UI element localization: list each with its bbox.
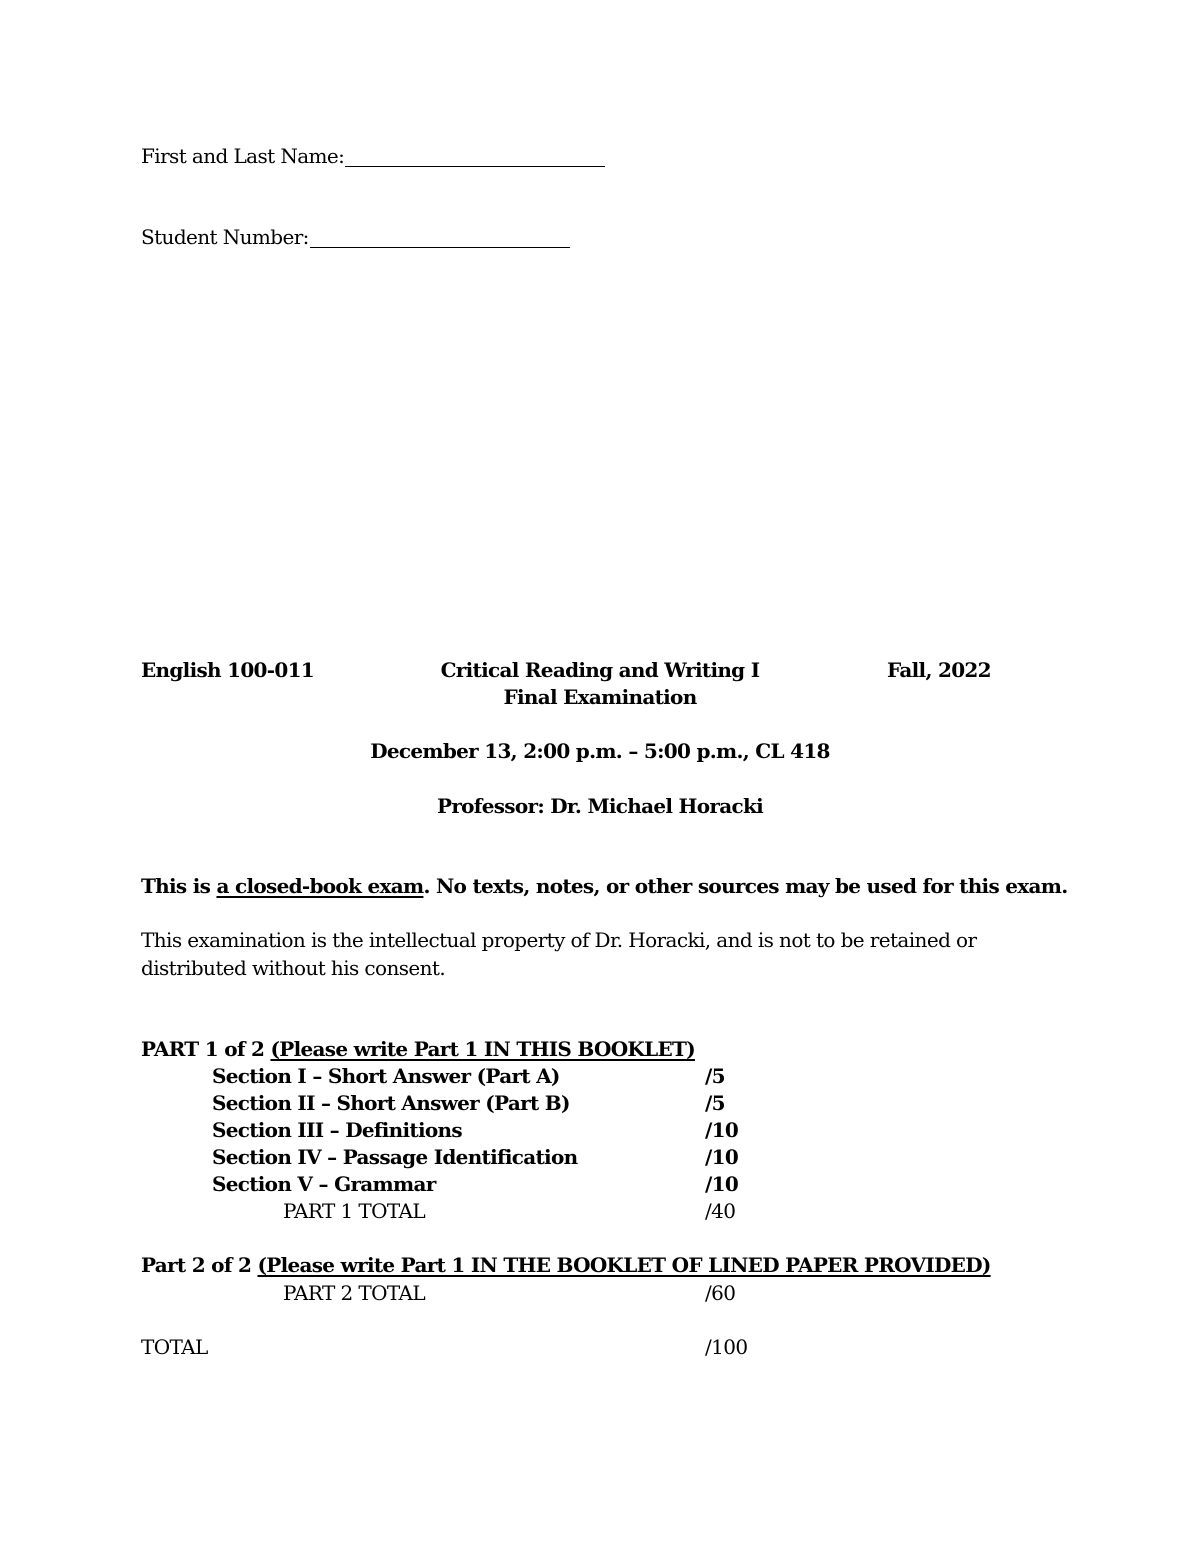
part1-heading	[141, 1037, 695, 1061]
part1-total-score: /40	[705, 1199, 736, 1223]
section-label: Section IV – Passage Identification	[212, 1145, 578, 1169]
property-notice-line-1: This examination is the intellectual property of Dr. Horacki, and is not to be retained or	[141, 928, 977, 952]
part2-instruction: (Please write Part 1 IN THE BOOKLET OF LINED PAPER PROVIDED)	[257, 1253, 991, 1277]
section-label: Section V – Grammar	[212, 1172, 436, 1196]
section-score: /10	[705, 1145, 739, 1169]
closed-book-emphasis: a closed-book exam	[216, 874, 424, 898]
grand-total-score: /100	[705, 1335, 748, 1359]
course-title: Critical Reading and Writing I	[440, 658, 760, 682]
property-notice-line-2: distributed without his consent.	[141, 956, 446, 980]
section-score: /5	[705, 1064, 725, 1088]
exam-schedule: December 13, 2:00 p.m. – 5:00 p.m., CL 418	[370, 739, 830, 763]
section-label: Section III – Definitions	[212, 1118, 462, 1142]
part2-heading	[141, 1253, 991, 1277]
course-term: Fall, 2022	[887, 658, 991, 682]
exam-title: Final Examination	[503, 685, 697, 709]
name-blank-field[interactable]	[345, 166, 605, 167]
part1-instruction: (Please write Part 1 IN THIS BOOKLET)	[270, 1037, 695, 1061]
closed-book-notice	[141, 874, 1068, 898]
section-score: /10	[705, 1118, 739, 1142]
section-score: /10	[705, 1172, 739, 1196]
part2-heading-prefix: Part 2 of 2	[141, 1253, 258, 1277]
section-score: /5	[705, 1091, 725, 1115]
student-number-label: Student Number:	[141, 225, 309, 249]
student-number-blank-field[interactable]	[310, 247, 570, 248]
section-label: Section I – Short Answer (Part A)	[212, 1064, 560, 1088]
section-label: Section II – Short Answer (Part B)	[212, 1091, 570, 1115]
name-label: First and Last Name:	[141, 144, 345, 168]
part2-total-score: /60	[705, 1281, 736, 1305]
course-code: English 100-011	[141, 658, 315, 682]
notice-rest: . No texts, notes, or other sources may be used for this exam.	[423, 874, 1068, 898]
part1-total-label: PART 1 TOTAL	[283, 1199, 426, 1223]
grand-total-label: TOTAL	[141, 1335, 208, 1359]
notice-prefix: This is	[141, 874, 217, 898]
part2-total-label: PART 2 TOTAL	[283, 1281, 426, 1305]
professor-line: Professor: Dr. Michael Horacki	[436, 794, 764, 818]
part1-heading-prefix: PART 1 of 2	[141, 1037, 271, 1061]
